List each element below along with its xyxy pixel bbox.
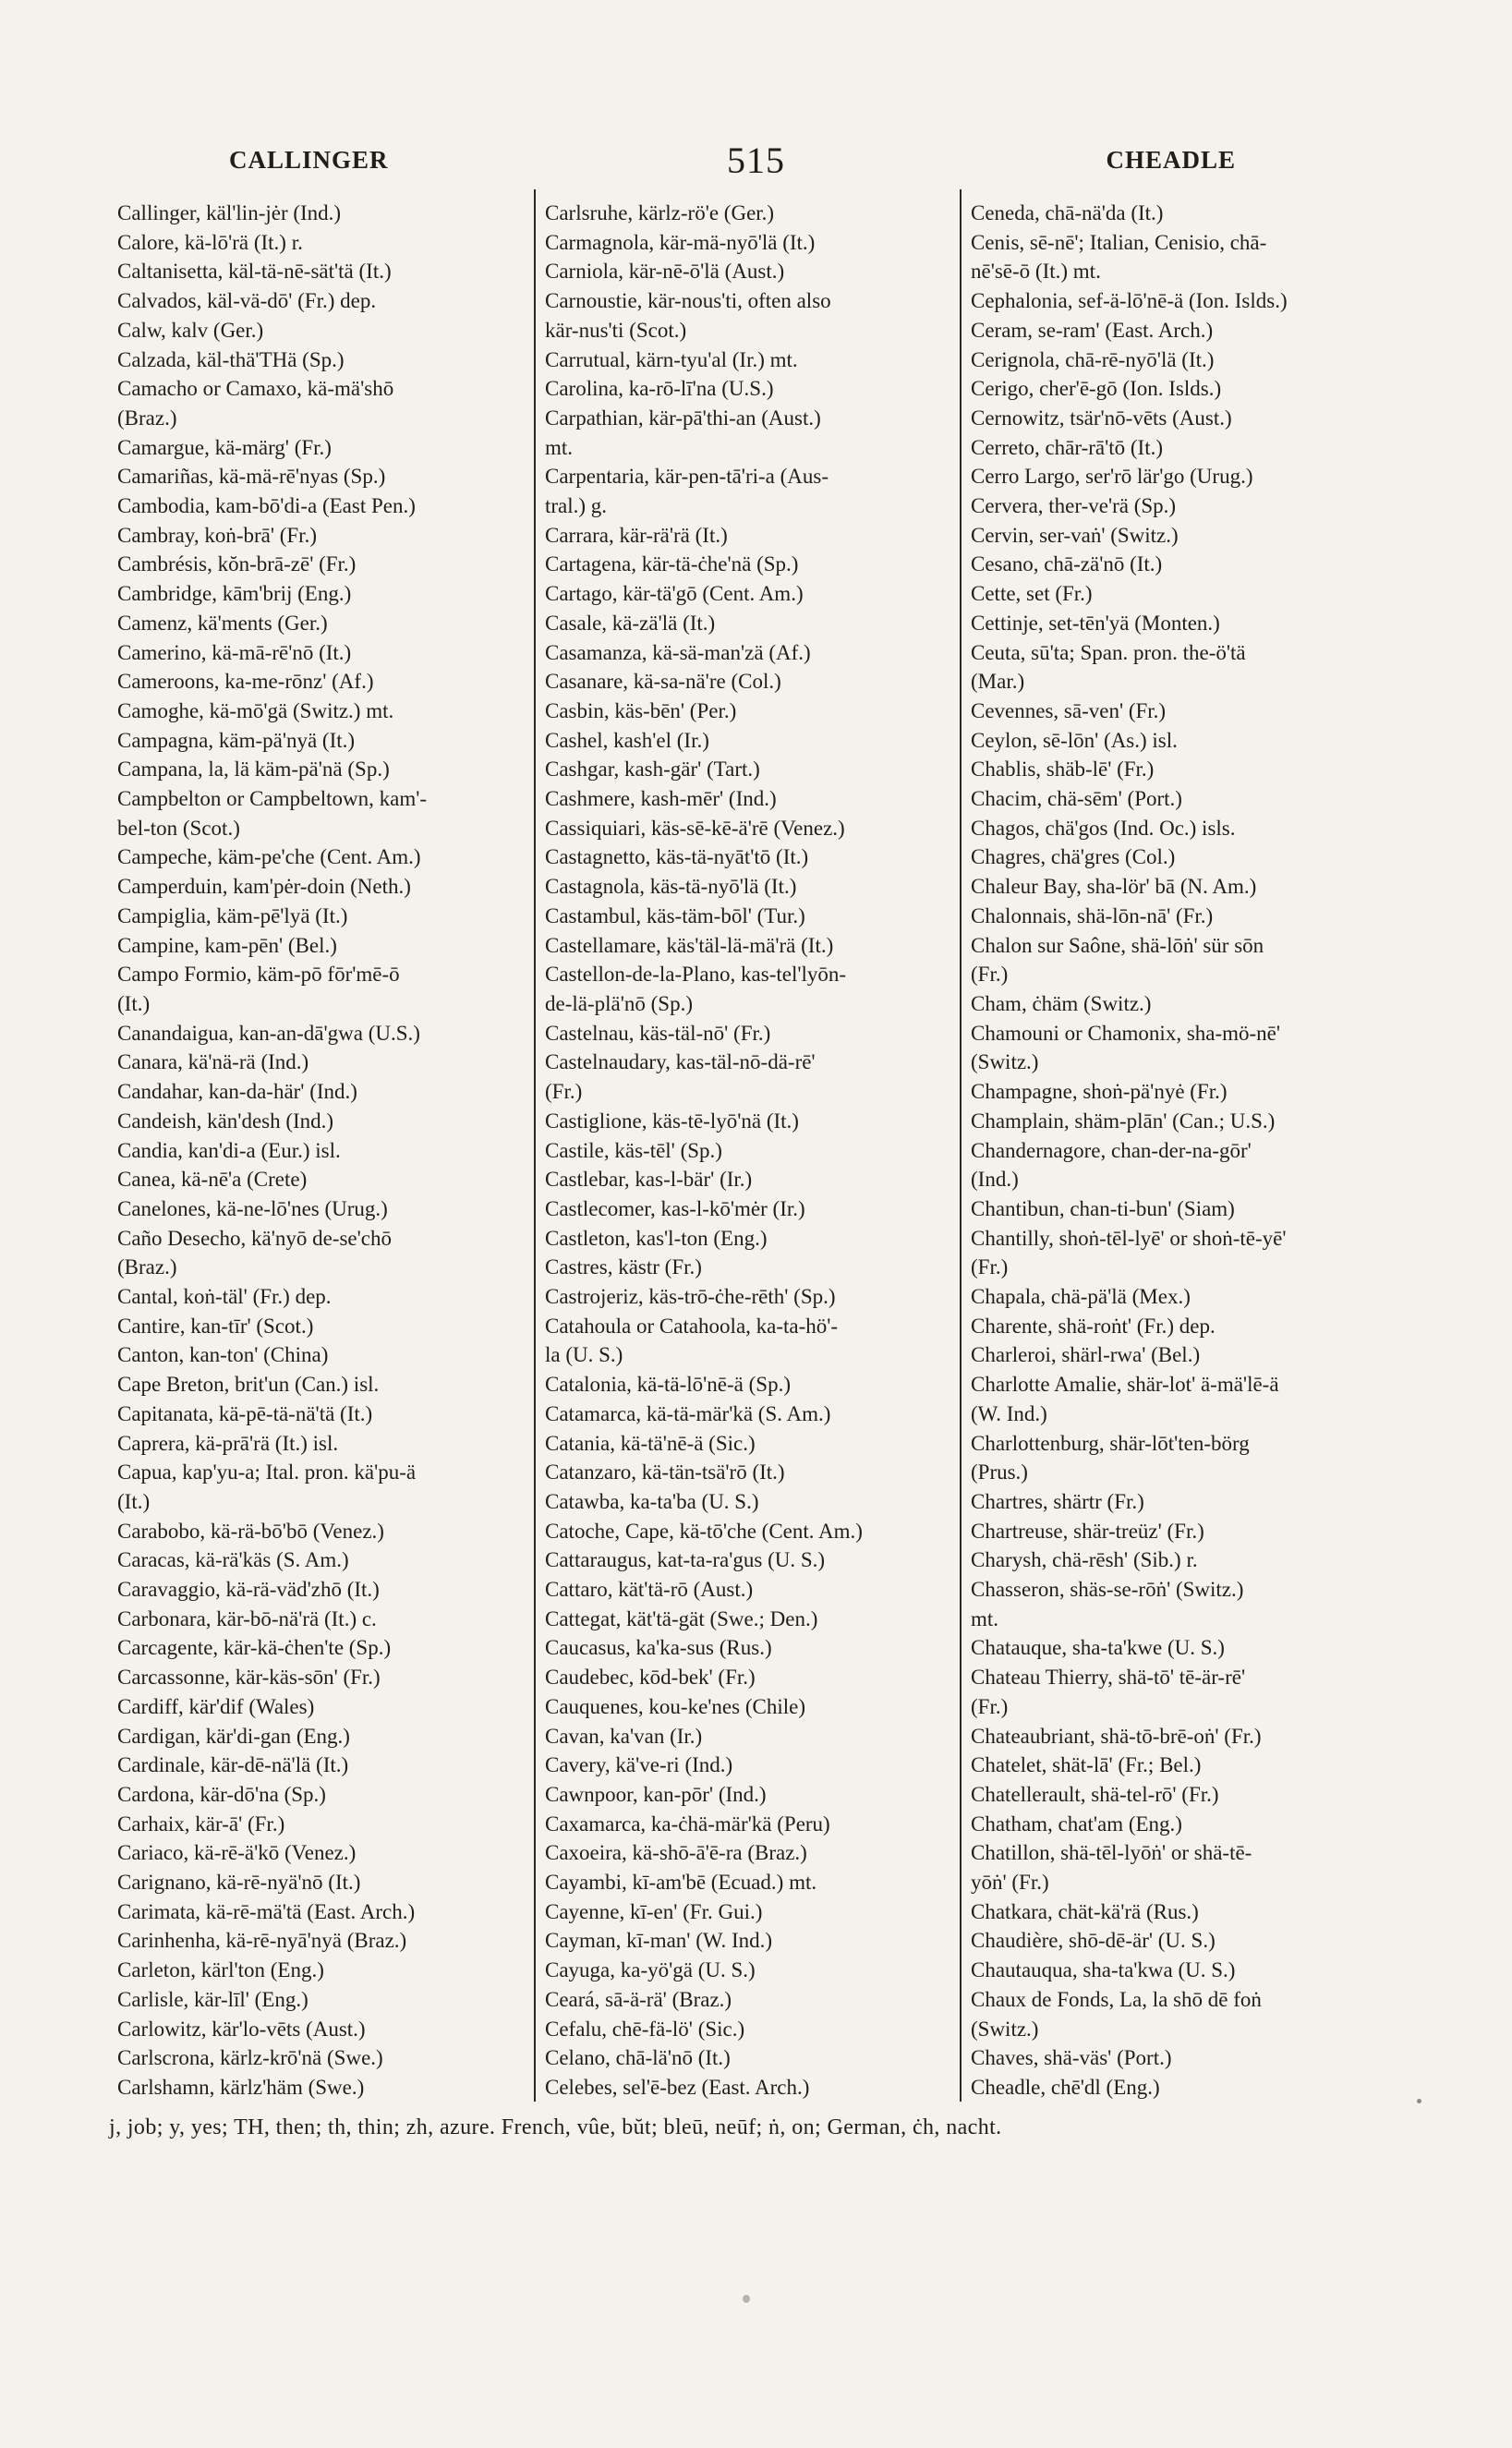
page-number: 515: [727, 139, 785, 181]
gazetteer-line: nē'sē-ō (It.) mt.: [971, 260, 1101, 284]
gazetteer-line: Cattaro, kät'tä-rō (Aust.): [545, 1578, 754, 1602]
gazetteer-line: Ceará, sā-ä-rä' (Braz.): [545, 1987, 732, 2011]
column-1: [117, 199, 524, 2103]
gazetteer-line: Cavery, kä've-ri (Ind.): [545, 1753, 733, 1777]
gazetteer-line: Chatauque, sha-ta'kwe (U. S.): [971, 1636, 1225, 1660]
gazetteer-line: Cephalonia, sef-ä-lō'nē-ä (Ion. Islds.): [971, 289, 1288, 313]
gazetteer-line: (Braz.): [117, 406, 177, 430]
gazetteer-line: Charlotte Amalie, shär-lot' ä-mä'lē-ä: [971, 1373, 1279, 1397]
gazetteer-line: Castrojeriz, käs-trō-ċhe-rēth' (Sp.): [545, 1285, 836, 1309]
gazetteer-line: Canea, kä-nē'a (Crete): [117, 1168, 308, 1192]
gazetteer-line: (It.): [117, 1489, 151, 1513]
gazetteer-line: Caxamarca, ka-ċhä-mär'kä (Peru): [545, 1812, 830, 1836]
gazetteer-line: Chateaubriant, shä-tō-brē-oṅ' (Fr.): [971, 1724, 1262, 1748]
gazetteer-line: Camoghe, kä-mō'gä (Switz.) mt.: [117, 698, 394, 722]
gazetteer-line: Castagnola, käs-tä-nyō'lä (It.): [545, 875, 797, 899]
gazetteer-line: Cefalu, chē-fä-lö' (Sic.): [545, 2017, 745, 2041]
gazetteer-line: Campo Formio, käm-pō fōr'mē-ō: [117, 963, 400, 987]
gazetteer-line: Cervin, ser-vaṅ' (Switz.): [971, 523, 1179, 547]
gazetteer-line: Cameroons, ka-me-rōnz' (Af.): [117, 670, 374, 694]
gazetteer-line: Canelones, kä-ne-lō'nes (Urug.): [117, 1196, 388, 1220]
gazetteer-line: Cavan, ka'van (Ir.): [545, 1724, 703, 1748]
gazetteer-line: Chagres, chä'gres (Col.): [971, 845, 1176, 869]
gazetteer-line: Carbonara, kär-bō-nä'rä (It.) c.: [117, 1606, 377, 1630]
gazetteer-line: (Fr.): [545, 1080, 583, 1104]
gazetteer-line: Cerro Largo, ser'rō lär'go (Urug.): [971, 465, 1253, 489]
gazetteer-line: Cauquenes, kou-ke'nes (Chile): [545, 1694, 805, 1718]
gazetteer-line: (Switz.): [971, 1050, 1039, 1074]
gazetteer-line: Camargue, kä-märg' (Fr.): [117, 435, 332, 459]
gazetteer-line: Chatelet, shät-lā' (Fr.; Bel.): [971, 1753, 1202, 1777]
pronunciation-key: j, job; y, yes; TH, then; th, thin; zh, azure. French, vûe, bŭt; bleū, neūf; ṅ, on; German, ċh, nacht.: [109, 2115, 1002, 2139]
gazetteer-line: Chalon sur Saône, shä-lōṅ' sür sōn: [971, 933, 1264, 957]
gazetteer-line: Cervera, ther-ve'rä (Sp.): [971, 494, 1177, 518]
gazetteer-line: Caprera, kä-prā'rä (It.) isl.: [117, 1431, 339, 1455]
gazetteer-line: Cham, ċhäm (Switz.): [971, 991, 1152, 1015]
gazetteer-line: kär-nus'ti (Scot.): [545, 318, 687, 342]
gazetteer-line: Celano, chā-lä'nō (It.): [545, 2046, 731, 2070]
gazetteer-line: Cette, set (Fr.): [971, 582, 1093, 606]
gazetteer-line: mt.: [971, 1606, 999, 1630]
gazetteer-line: Canton, kan-ton' (China): [117, 1343, 329, 1367]
gazetteer-line: Castile, käs-tēl' (Sp.): [545, 1138, 722, 1162]
gazetteer-line: Cariaco, kä-rē-ä'kō (Venez.): [117, 1841, 357, 1865]
gazetteer-line: Carniola, kär-nē-ō'lä (Aust.): [545, 260, 785, 284]
gazetteer-line: Catania, kä-tä'nē-ä (Sic.): [545, 1431, 756, 1455]
gazetteer-line: Carpathian, kär-pā'thi-an (Aust.): [545, 406, 821, 430]
gazetteer-line: bel-ton (Scot.): [117, 816, 240, 840]
gazetteer-line: Carlshamn, kärlz'häm (Swe.): [117, 2076, 365, 2099]
gazetteer-line: Chaleur Bay, sha-lör' bā (N. Am.): [971, 875, 1257, 899]
gazetteer-line: Cardona, kär-dō'na (Sp.): [117, 1782, 326, 1806]
gazetteer-line: yōṅ' (Fr.): [971, 1871, 1049, 1895]
gazetteer-line: Catalonia, kä-tä-lō'nē-ä (Sp.): [545, 1373, 791, 1397]
gazetteer-line: Casanare, kä-sa-nä're (Col.): [545, 670, 781, 694]
gazetteer-line: tral.) g.: [545, 494, 608, 518]
gazetteer-line: Cartagena, kär-tä-ċhe'nä (Sp.): [545, 552, 799, 576]
gazetteer-line: Cashel, kash'el (Ir.): [545, 728, 709, 752]
gazetteer-line: Catanzaro, kä-tän-tsä'rō (It.): [545, 1460, 785, 1485]
gazetteer-line: Castres, kästr (Fr.): [545, 1255, 702, 1279]
gazetteer-line: Cevennes, sā-ven' (Fr.): [971, 698, 1167, 722]
gazetteer-line: (Mar.): [971, 670, 1025, 694]
gazetteer-line: Chasseron, shäs-se-rōṅ' (Switz.): [971, 1578, 1244, 1602]
gazetteer-line: Carolina, ka-rō-lī'na (U.S.): [545, 377, 774, 401]
gazetteer-line: Cesano, chā-zä'nō (It.): [971, 552, 1163, 576]
gazetteer-line: Carcagente, kär-kä-ċhen'te (Sp.): [117, 1636, 392, 1660]
gazetteer-line: Chatkara, chät-kä'rä (Rus.): [971, 1899, 1199, 1923]
gazetteer-line: Cerigo, cher'ē-gō (Ion. Islds.): [971, 377, 1222, 401]
gazetteer-line: Chablis, shäb-lē' (Fr.): [971, 757, 1155, 782]
gazetteer-line: Champlain, shäm-plān' (Can.; U.S.): [971, 1109, 1276, 1133]
gazetteer-line: Casbin, käs-bēn' (Per.): [545, 698, 737, 722]
gazetteer-line: Chateau Thierry, shä-tō' tē-är-rē': [971, 1666, 1246, 1690]
gazetteer-line: Carmagnola, kär-mä-nyō'lä (It.): [545, 230, 816, 254]
gazetteer-line: Chaux de Fonds, La, la shō dē foṅ: [971, 1987, 1262, 2011]
gazetteer-line: Cenis, sē-nē'; Italian, Cenisio, chā-: [971, 230, 1267, 254]
gazetteer-line: Capua, kap'yu-a; Ital. pron. kä'pu-ä: [117, 1460, 417, 1485]
gazetteer-line: Canandaigua, kan-an-dā'gwa (U.S.): [117, 1021, 420, 1045]
gazetteer-line: Castleton, kas'l-ton (Eng.): [545, 1226, 768, 1250]
gazetteer-line: la (U. S.): [545, 1343, 623, 1367]
gazetteer-line: Cambridge, kām'brij (Eng.): [117, 582, 352, 606]
gazetteer-line: Chagos, chä'gos (Ind. Oc.) isls.: [971, 816, 1236, 840]
gazetteer-line: Carabobo, kä-rä-bō'bō (Venez.): [117, 1519, 384, 1543]
gazetteer-line: Ceylon, sē-lōn' (As.) isl.: [971, 728, 1178, 752]
gazetteer-line: Cattegat, kät'tä-gät (Swe.; Den.): [545, 1606, 818, 1630]
gazetteer-line: Carhaix, kär-ā' (Fr.): [117, 1812, 285, 1836]
gazetteer-line: Cernowitz, tsär'nō-vēts (Aust.): [971, 406, 1232, 430]
ink-speck: [1417, 2099, 1421, 2103]
gazetteer-line: Chalonnais, shä-lōn-nā' (Fr.): [971, 903, 1214, 927]
gazetteer-line: Charleroi, shärl-rwa' (Bel.): [971, 1343, 1201, 1367]
gazetteer-line: Caracas, kä-rä'käs (S. Am.): [117, 1548, 349, 1572]
gazetteer-line: Cheadle, chē'dl (Eng.): [971, 2076, 1160, 2099]
gazetteer-line: Campeche, käm-pe'che (Cent. Am.): [117, 845, 421, 869]
gazetteer-line: Candia, kan'di-a (Eur.) isl.: [117, 1138, 341, 1162]
gazetteer-line: de-lä-plä'nō (Sp.): [545, 991, 693, 1015]
gazetteer-line: Campbelton or Campbeltown, kam'-: [117, 787, 428, 811]
gazetteer-line: Catoche, Cape, kä-tō'che (Cent. Am.): [545, 1519, 863, 1543]
gazetteer-line: Chacim, chä-sēm' (Port.): [971, 787, 1182, 811]
gazetteer-line: Caño Desecho, kä'nyō de-se'chō: [117, 1226, 392, 1250]
gazetteer-line: Castellon-de-la-Plano, kas-tel'lyōn-: [545, 963, 847, 987]
gazetteer-line: Castambul, käs-täm-bōl' (Tur.): [545, 903, 805, 927]
gazetteer-line: Candahar, kan-da-här' (Ind.): [117, 1080, 357, 1104]
gazetteer-line: Cashmere, kash-mēr' (Ind.): [545, 787, 777, 811]
gazetteer-line: Cartago, kär-tä'gō (Cent. Am.): [545, 582, 804, 606]
gazetteer-line: Carrara, kär-rä'rä (It.): [545, 523, 728, 547]
gazetteer-line: Champagne, shoṅ-pä'nyė (Fr.): [971, 1080, 1228, 1104]
paper-speck: [743, 2295, 750, 2303]
gazetteer-line: Campiglia, käm-pē'lyä (It.): [117, 903, 348, 927]
gazetteer-line: Cambodia, kam-bō'di-a (East Pen.): [117, 494, 416, 518]
gazetteer-line: Cerignola, chā-rē-nyō'lä (It.): [971, 347, 1215, 371]
gazetteer-line: Caxoeira, kä-shō-ā'ē-ra (Braz.): [545, 1841, 807, 1865]
gazetteer-line: Canara, kä'nä-rä (Ind.): [117, 1050, 309, 1074]
gazetteer-line: Caravaggio, kä-rä-väd'zhō (It.): [117, 1578, 380, 1602]
gazetteer-line: (Prus.): [971, 1460, 1028, 1485]
gazetteer-line: Castelnau, käs-täl-nō' (Fr.): [545, 1021, 771, 1045]
gazetteer-line: Catamarca, kä-tä-mär'kä (S. Am.): [545, 1401, 831, 1425]
gazetteer-line: Camperduin, kam'pėr-doin (Neth.): [117, 875, 411, 899]
column-divider-right: [960, 189, 962, 2102]
gazetteer-line: Chatellerault, shä-tel-rō' (Fr.): [971, 1782, 1219, 1806]
gazetteer-line: Cardiff, kär'dif (Wales): [117, 1694, 315, 1718]
gazetteer-line: Chamouni or Chamonix, sha-mö-nē': [971, 1021, 1281, 1045]
gazetteer-line: Camacho or Camaxo, kä-mä'shō: [117, 377, 394, 401]
column-2: [545, 199, 951, 2103]
gazetteer-line: Cantire, kan-tīr' (Scot.): [117, 1314, 314, 1338]
gazetteer-line: Casale, kä-zä'lä (It.): [545, 611, 716, 635]
gazetteer-line: Cardinale, kär-dē-nä'lä (It.): [117, 1753, 349, 1777]
gazetteer-line: Carimata, kä-rē-mä'tä (East. Arch.): [117, 1899, 416, 1923]
gazetteer-line: Calore, kä-lō'rä (It.) r.: [117, 230, 303, 254]
gazetteer-line: Catahoula or Catahoola, ka-ta-hö'-: [545, 1314, 839, 1338]
gazetteer-line: Carignano, kä-rē-nyä'nō (It.): [117, 1871, 361, 1895]
gazetteer-line: Cassiquiari, käs-sē-kē-ä'rē (Venez.): [545, 816, 845, 840]
gazetteer-line: Chatham, chat'am (Eng.): [971, 1812, 1182, 1836]
left-guide-word: CALLINGER: [229, 146, 389, 174]
gazetteer-line: mt.: [545, 435, 574, 459]
gazetteer-line: Cambray, koṅ-brā' (Fr.): [117, 523, 317, 547]
gazetteer-line: Celebes, sel'ē-bez (East. Arch.): [545, 2076, 810, 2099]
gazetteer-line: Cayambi, kī-am'bē (Ecuad.) mt.: [545, 1871, 817, 1895]
gazetteer-line: Chantilly, shoṅ-tēl-lyē' or shoṅ-tē-yē': [971, 1226, 1287, 1250]
gazetteer-line: (W. Ind.): [971, 1401, 1047, 1425]
gazetteer-line: Cayuga, ka-yö'gä (U. S.): [545, 1958, 756, 1982]
gazetteer-line: Camerino, kä-mā-rē'nō (It.): [117, 640, 352, 664]
gazetteer-line: Carnoustie, kär-nous'ti, often also: [545, 289, 831, 313]
gazetteer-line: Cattaraugus, kat-ta-ra'gus (U. S.): [545, 1548, 826, 1572]
gazetteer-line: Campana, la, lä käm-pä'nä (Sp.): [117, 757, 390, 782]
gazetteer-line: (Braz.): [117, 1255, 177, 1279]
gazetteer-line: Chaves, shä-väs' (Port.): [971, 2046, 1172, 2070]
gazetteer-line: Caltanisetta, käl-tä-nē-sät'tä (It.): [117, 260, 392, 284]
gazetteer-line: (Ind.): [971, 1168, 1019, 1192]
gazetteer-line: Charente, shä-roṅt' (Fr.) dep.: [971, 1314, 1216, 1338]
gazetteer-line: Casamanza, kä-sä-man'zä (Af.): [545, 640, 811, 664]
gazetteer-line: Carlscrona, kärlz-krō'nä (Swe.): [117, 2046, 383, 2070]
gazetteer-line: Chandernagore, chan-der-na-gōr': [971, 1138, 1252, 1162]
gazetteer-line: Carinhenha, kä-rē-nyā'nyä (Braz.): [117, 1929, 407, 1953]
gazetteer-line: Cardigan, kär'di-gan (Eng.): [117, 1724, 350, 1748]
gazetteer-line: Callinger, käl'lin-jėr (Ind.): [117, 201, 342, 224]
gazetteer-line: Chaudière, shō-dē-är' (U. S.): [971, 1929, 1216, 1953]
gazetteer-line: Chautauqua, sha-ta'kwa (U. S.): [971, 1958, 1236, 1982]
gazetteer-line: Cerreto, chār-rā'tō (It.): [971, 435, 1164, 459]
gazetteer-line: Carlowitz, kär'lo-vēts (Aust.): [117, 2017, 366, 2041]
gazetteer-line: (Switz.): [971, 2017, 1039, 2041]
column-3: [971, 199, 1377, 2103]
gazetteer-line: Ceneda, chā-nä'da (It.): [971, 201, 1164, 224]
gazetteer-line: Cawnpoor, kan-pōr' (Ind.): [545, 1782, 767, 1806]
gazetteer-line: Catawba, ka-ta'ba (U. S.): [545, 1489, 759, 1513]
gazetteer-line: Caudebec, kōd-bek' (Fr.): [545, 1666, 756, 1690]
gazetteer-line: Cambrésis, kŏn-brā-zē' (Fr.): [117, 552, 357, 576]
gazetteer-line: Cashgar, kash-gär' (Tart.): [545, 757, 760, 782]
gazetteer-line: Cayenne, kī-en' (Fr. Gui.): [545, 1899, 763, 1923]
gazetteer-line: Castelnaudary, kas-täl-nō-dä-rē': [545, 1050, 816, 1074]
gazetteer-line: (Fr.): [971, 1694, 1009, 1718]
gazetteer-line: Cape Breton, brit'un (Can.) isl.: [117, 1373, 380, 1397]
gazetteer-line: Ceram, se-ram' (East. Arch.): [971, 318, 1214, 342]
gazetteer-line: Camenz, kä'ments (Ger.): [117, 611, 328, 635]
gazetteer-line: Chartreuse, shär-treüz' (Fr.): [971, 1519, 1204, 1543]
gazetteer-line: Calvados, käl-vä-dō' (Fr.) dep.: [117, 289, 377, 313]
gazetteer-line: Carleton, kärl'ton (Eng.): [117, 1958, 324, 1982]
right-guide-word: CHEADLE: [1106, 146, 1236, 174]
gazetteer-line: Castellamare, käs'täl-lä-mä'rä (It.): [545, 933, 834, 957]
gazetteer-line: Carpentaria, kär-pen-tā'ri-a (Aus-: [545, 465, 829, 489]
gazetteer-line: Castiglione, käs-tē-lyō'nä (It.): [545, 1109, 799, 1133]
gazetteer-line: Charysh, chä-rēsh' (Sib.) r.: [971, 1548, 1198, 1572]
gazetteer-line: Castlecomer, kas-l-kō'mėr (Ir.): [545, 1196, 805, 1220]
gazetteer-line: Campagna, käm-pä'nyä (It.): [117, 728, 356, 752]
gazetteer-line: Capitanata, kä-pē-tä-nä'tä (It.): [117, 1401, 373, 1425]
gazetteer-line: Carlsruhe, kärlz-rö'e (Ger.): [545, 201, 775, 224]
gazetteer-line: Campine, kam-pēn' (Bel.): [117, 933, 337, 957]
gazetteer-line: (Fr.): [971, 1255, 1009, 1279]
gazetteer-line: Castlebar, kas-l-bär' (Ir.): [545, 1168, 753, 1192]
gazetteer-line: Chatillon, shä-tēl-lyōṅ' or shä-tē-: [971, 1841, 1252, 1865]
gazetteer-line: Castagnetto, käs-tä-nyāt'tō (It.): [545, 845, 809, 869]
gazetteer-line: Calzada, käl-thä'THä (Sp.): [117, 347, 345, 371]
gazetteer-line: Cettinje, set-tēn'yä (Monten.): [971, 611, 1220, 635]
gazetteer-line: (It.): [117, 991, 151, 1015]
gazetteer-line: Caucasus, ka'ka-sus (Rus.): [545, 1636, 772, 1660]
gazetteer-line: Candeish, kän'desh (Ind.): [117, 1109, 334, 1133]
gazetteer-line: Charlottenburg, shär-lōt'ten-börg: [971, 1431, 1250, 1455]
gazetteer-line: Carcassonne, kär-käs-sōn' (Fr.): [117, 1666, 381, 1690]
column-divider-left: [534, 189, 536, 2102]
gazetteer-line: Carrutual, kärn-tyu'al (Ir.) mt.: [545, 347, 798, 371]
gazetteer-line: Chartres, shärtr (Fr.): [971, 1489, 1144, 1513]
gazetteer-line: Carlisle, kär-līl' (Eng.): [117, 1987, 308, 2011]
gazetteer-line: (Fr.): [971, 963, 1009, 987]
gazetteer-line: Camariñas, kä-mä-rē'nyas (Sp.): [117, 465, 386, 489]
gazetteer-line: Cayman, kī-man' (W. Ind.): [545, 1929, 773, 1953]
gazetteer-line: Chapala, chä-pä'lä (Mex.): [971, 1285, 1191, 1309]
gazetteer-line: Calw, kalv (Ger.): [117, 318, 264, 342]
gazetteer-line: Chantibun, chan-ti-bun' (Siam): [971, 1196, 1235, 1220]
gazetteer-line: Ceuta, sū'ta; Span. pron. the-ö'tä: [971, 640, 1246, 664]
gazetteer-line: Cantal, koṅ-täl' (Fr.) dep.: [117, 1285, 332, 1309]
